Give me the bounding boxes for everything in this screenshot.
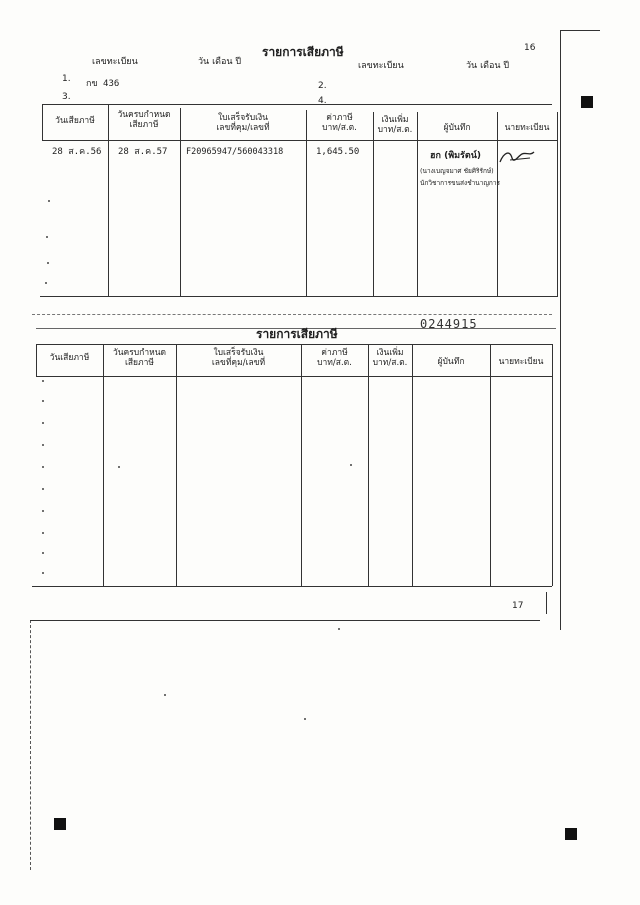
scan-speck	[42, 444, 44, 446]
registration-mark	[565, 828, 577, 840]
row-number: 1.	[62, 74, 71, 84]
column-header: วันครบกำหนด เสียภาษี	[117, 110, 171, 130]
column-header: นายทะเบียน	[498, 357, 544, 367]
due-date-cell: 28 ส.ค.57	[118, 147, 168, 157]
scan-speck	[42, 488, 44, 490]
column-header: ผู้บันทึก	[437, 357, 465, 367]
page-frame-left-lower	[30, 620, 31, 870]
recorder-position: นักวิชาการขนส่งชำนาญการ	[420, 179, 500, 187]
scan-speck	[42, 400, 44, 402]
scan-speck	[42, 422, 44, 424]
scan-speck	[42, 380, 44, 382]
column-header: ใบเสร็จรับเงิน เลขที่คุม/เลขที่	[216, 113, 270, 133]
page-number: 16	[524, 43, 536, 53]
page-number-divider	[546, 592, 547, 614]
column-header: วันครบกำหนด เสียภาษี	[112, 348, 167, 368]
column-header: เงินเพิ่ม บาท/ส.ต.	[377, 115, 413, 135]
column-header: วันเสียภาษี	[49, 353, 90, 363]
receipt-cell: F20965947/560043318	[186, 147, 284, 157]
column-header: ค่าภาษี บาท/ส.ต.	[317, 348, 352, 368]
recorder-name: (นางเบญจมาศ ชัยศิริรักษ์)	[420, 167, 494, 175]
signature-icon	[496, 146, 536, 168]
column-header: เงินเพิ่ม บาท/ส.ต.	[372, 348, 408, 368]
date-label: วัน เดือน ปี	[198, 57, 242, 67]
column-header: ค่าภาษี บาท/ส.ต.	[322, 113, 357, 133]
row-number: 4.	[318, 96, 327, 106]
registration-label: เลขทะเบียน	[92, 57, 138, 67]
perforation-line	[32, 314, 552, 315]
scan-speck	[46, 236, 48, 238]
scan-speck	[338, 628, 340, 630]
registration-mark	[54, 818, 66, 830]
paid-date-cell: 28 ส.ค.56	[52, 147, 102, 157]
scan-speck	[42, 552, 44, 554]
page-title: รายการเสียภาษี	[256, 327, 338, 341]
page-frame-right	[560, 30, 561, 630]
scan-speck	[42, 510, 44, 512]
registration-value: กข 436	[86, 79, 120, 89]
registration-mark	[581, 96, 593, 108]
page-frame-bottom	[30, 620, 540, 621]
column-header: ใบเสร็จรับเงิน เลขที่คุม/เลขที่	[211, 348, 266, 368]
row-number: 2.	[318, 81, 327, 91]
row-number: 3.	[62, 92, 71, 102]
scan-speck	[45, 282, 47, 284]
recorder-cell: ฮก (พิมรัตน์)	[430, 151, 481, 161]
page-number: 17	[512, 601, 524, 611]
scan-speck	[42, 532, 44, 534]
scan-speck	[42, 466, 44, 468]
scan-speck	[48, 200, 50, 202]
column-header: นายทะเบียน	[504, 123, 550, 133]
scan-speck	[42, 572, 44, 574]
date-label: วัน เดือน ปี	[466, 61, 510, 71]
scan-speck	[118, 466, 120, 468]
column-header: วันเสียภาษี	[55, 116, 95, 126]
scan-speck	[47, 262, 49, 264]
page-title: รายการเสียภาษี	[262, 45, 344, 59]
registration-label: เลขทะเบียน	[358, 61, 404, 71]
scan-speck	[304, 718, 306, 720]
tax-amount-cell: 1,645.50	[316, 147, 360, 157]
scan-speck	[164, 694, 166, 696]
page-frame-top-right	[560, 30, 600, 31]
scan-speck	[350, 464, 352, 466]
serial-number: 0244915	[420, 317, 478, 331]
column-header: ผู้บันทึก	[443, 123, 471, 133]
